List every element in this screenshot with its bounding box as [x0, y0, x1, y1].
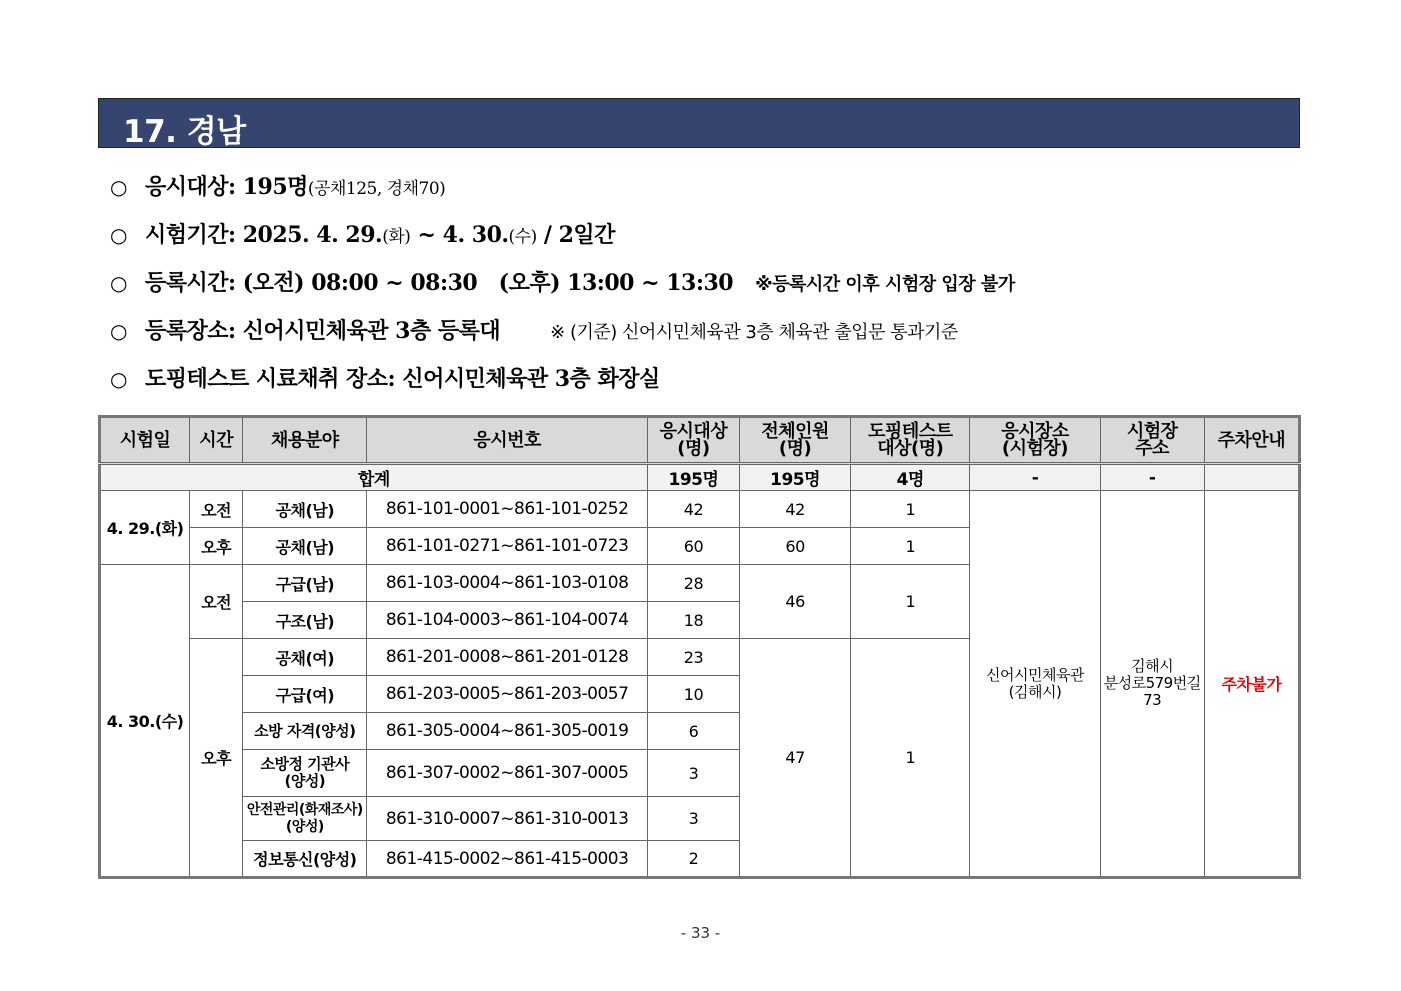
- date-cell: 4. 30.(수): [100, 565, 190, 878]
- field-cell: 공채(남): [243, 528, 367, 565]
- section-title: 17. 경남: [123, 114, 246, 150]
- time-cell: 오후: [190, 528, 243, 565]
- reg-place-note: ※ (기준) 신어시민체육관 3층 체육관 출입문 통과기준: [550, 322, 958, 343]
- targets-cell: 3: [647, 750, 739, 797]
- field-cell: 정보통신(양성): [243, 841, 367, 878]
- bullet-doping-place: [110, 362, 660, 393]
- field-cell: 안전관리(화재조사) (양성): [243, 797, 367, 841]
- header-field: 채용분야: [243, 417, 367, 464]
- time-cell: 오후: [190, 639, 243, 878]
- number-cell: 861-201-0008~861-201-0128: [367, 639, 647, 676]
- header-targets: 응시대상 (명): [647, 417, 739, 464]
- field-cell: 구급(남): [243, 565, 367, 602]
- number-cell: 861-103-0004~861-103-0108: [367, 565, 647, 602]
- number-cell: 861-307-0002~861-307-0005: [367, 750, 647, 797]
- total-cell: 60: [740, 528, 851, 565]
- targets-label: 응시대상: 195명: [144, 174, 308, 200]
- header-time: 시간: [190, 417, 243, 464]
- reg-time-label: 등록시간: (오전) 08:00 ~ 08:30 (오후) 13:00 ~ 13:30: [144, 270, 734, 296]
- header-total: 전체인원 (명): [740, 417, 851, 464]
- sum-venue: -: [970, 464, 1100, 491]
- doping-cell: 1: [851, 491, 970, 528]
- table-row: [100, 491, 1300, 528]
- targets-cell: 18: [647, 602, 739, 639]
- exam-schedule-table: [98, 415, 1301, 879]
- reg-place-label: 등록장소: 신어시민체육관 3층 등록대: [144, 318, 501, 344]
- field-cell: 공채(여): [243, 639, 367, 676]
- targets-cell: 23: [647, 639, 739, 676]
- bullet-exam-period: [110, 218, 615, 249]
- time-cell: 오전: [190, 565, 243, 639]
- bullet-marker: ○: [110, 319, 127, 343]
- table-header-row: [100, 417, 1300, 464]
- field-cell: 구조(남): [243, 602, 367, 639]
- doping-cell: 1: [851, 528, 970, 565]
- sum-parking: [1204, 464, 1299, 491]
- sum-doping: 4명: [851, 464, 970, 491]
- doping-place-label: 도핑테스트 시료채취 장소: 신어시민체육관 3층 화장실: [144, 366, 660, 392]
- date-cell: 4. 29.(화): [100, 491, 190, 565]
- targets-cell: 42: [647, 491, 739, 528]
- number-cell: 861-305-0004~861-305-0019: [367, 713, 647, 750]
- time-cell: 오전: [190, 491, 243, 528]
- section-title-bar: [98, 98, 1300, 148]
- header-parking: 주차안내: [1204, 417, 1299, 464]
- bullet-marker: ○: [110, 223, 127, 247]
- bullet-targets: [110, 170, 445, 201]
- sum-label: 합계: [100, 464, 648, 491]
- sum-targets: 195명: [647, 464, 739, 491]
- period-day2: (수): [508, 227, 537, 247]
- header-date: 시험일: [100, 417, 190, 464]
- sum-total: 195명: [740, 464, 851, 491]
- doping-cell: 1: [851, 639, 970, 878]
- header-doping: 도핑테스트 대상(명): [851, 417, 970, 464]
- header-address: 시험장 주소: [1100, 417, 1204, 464]
- reg-time-note: ※등록시간 이후 시험장 입장 불가: [755, 274, 1015, 295]
- sum-row: [100, 464, 1300, 491]
- targets-cell: 28: [647, 565, 739, 602]
- bullet-registration-place: [110, 314, 958, 345]
- number-cell: 861-415-0002~861-415-0003: [367, 841, 647, 878]
- total-cell: 42: [740, 491, 851, 528]
- address-cell: 김해시 분성로579번길 73: [1100, 491, 1204, 878]
- targets-cell: 3: [647, 797, 739, 841]
- number-cell: 861-101-0271~861-101-0723: [367, 528, 647, 565]
- bullet-marker: ○: [110, 175, 127, 199]
- period-label: 시험기간: 2025. 4. 29.: [144, 222, 383, 248]
- number-cell: 861-310-0007~861-310-0013: [367, 797, 647, 841]
- number-cell: 861-104-0003~861-104-0074: [367, 602, 647, 639]
- venue-cell: 신어시민체육관 (김해시): [970, 491, 1100, 878]
- targets-detail: (공채125, 경채70): [307, 179, 446, 199]
- targets-cell: 6: [647, 713, 739, 750]
- number-cell: 861-203-0005~861-203-0057: [367, 676, 647, 713]
- total-cell: 47: [740, 639, 851, 878]
- sum-address: -: [1100, 464, 1204, 491]
- period-day1: (화): [382, 227, 411, 247]
- field-cell: 구급(여): [243, 676, 367, 713]
- field-cell: 소방정 기관사 (양성): [243, 750, 367, 797]
- targets-cell: 2: [647, 841, 739, 878]
- header-venue: 응시장소 (시험장): [970, 417, 1100, 464]
- field-cell: 공채(남): [243, 491, 367, 528]
- bullet-marker: ○: [110, 367, 127, 391]
- doping-cell: 1: [851, 565, 970, 639]
- targets-cell: 60: [647, 528, 739, 565]
- period-tail: / 2일간: [536, 222, 615, 248]
- page-number: - 33 -: [680, 924, 721, 942]
- period-mid: ~ 4. 30.: [410, 222, 509, 248]
- targets-cell: 10: [647, 676, 739, 713]
- total-cell: 46: [740, 565, 851, 639]
- bullet-registration-time: [110, 266, 1015, 297]
- number-cell: 861-101-0001~861-101-0252: [367, 491, 647, 528]
- field-cell: 소방 자격(양성): [243, 713, 367, 750]
- parking-cell: 주차불가: [1204, 491, 1299, 878]
- header-number: 응시번호: [367, 417, 647, 464]
- bullet-marker: ○: [110, 271, 127, 295]
